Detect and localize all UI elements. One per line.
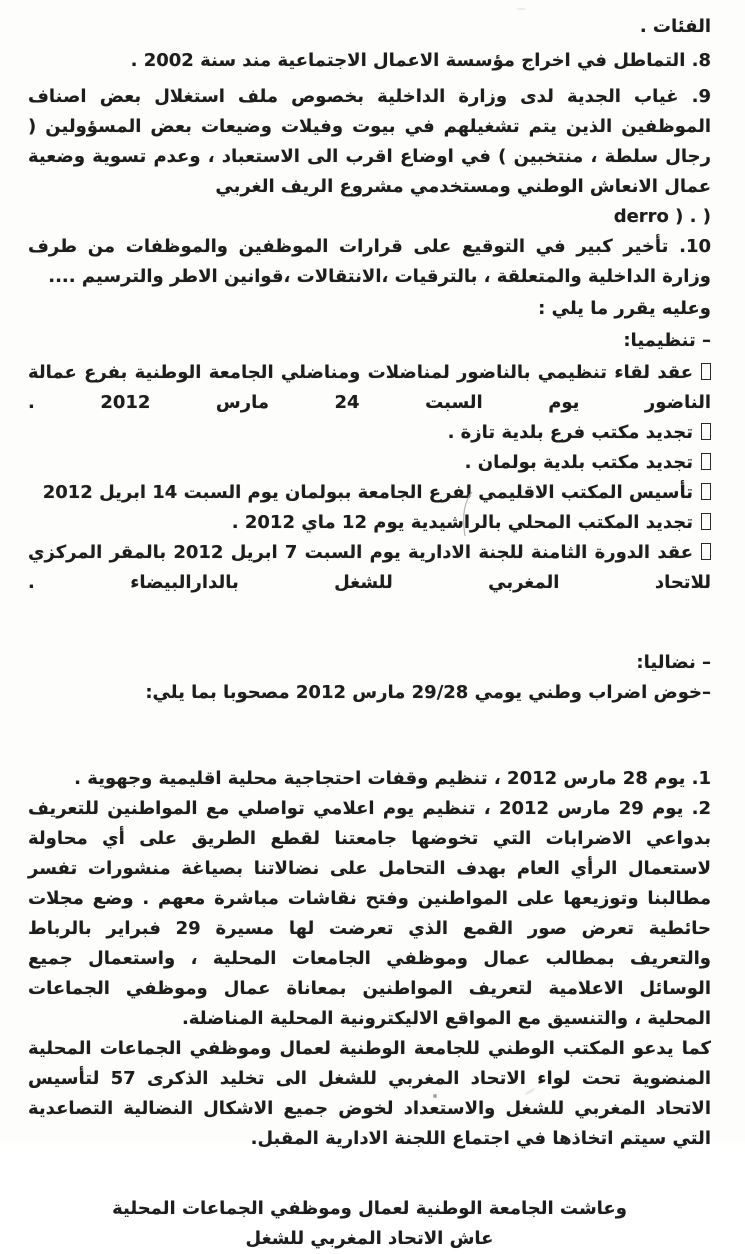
militant-action-1: 1. يوم 28 مارس 2012 ، تنظيم وقفات احتجاجية محلية اقليمية وجهوية . — [74, 768, 711, 789]
continuation-line: الفئات . — [639, 16, 711, 37]
square-bullet-icon — [701, 423, 711, 440]
scan-speck — [516, 8, 526, 10]
bullet-item — [28, 448, 711, 478]
bullet-text: تجديد المكتب المحلي بالراشيدية يوم 12 ماي 2012 . — [231, 512, 693, 533]
bullet-text: عقد لقاء تنظيمي بالناضور لمناضلات ومناضلي الجامعة الوطنية بفرع عمالة الناضور يوم السبت 24 مارس 2012 . — [28, 362, 711, 413]
militant-action-2: 2. يوم 29 مارس 2012 ، تنظيم يوم اعلامي تواصلي مع المواطنين للتعريف بدواعي الاضرابات التي تخوضها جامعتنا لقطع الطريق على أي محاولة لاستعمال الرأي العام بهدف التحامل على نضالاتنا بصياغة منشورات تفسر مطالبنا وتوزيعها على المواطنين وفتح نقاشات مباشرة معهم . وضع مجلات حائطية تعرض صور القمع الذي تعرضت لها مسيرة 29 فبراير بالرباط والتعريف بمطالب عمال وموظفي الجامعات المحلية ، واستعمال جميع الوسائل الاعلامية لتعريف المواطنين بمعاناة عمال وموظفي الجماعات المحلية ، والتنسيق مع المواقع الاليكترونية المحلية المناضلة. — [28, 798, 712, 1029]
bullet-item — [28, 478, 711, 508]
bullet-item — [28, 508, 711, 538]
bullet-text: تجديد مكتب فرع بلدية تازة . — [447, 422, 693, 443]
bullet-text: عقد الدورة الثامنة للجنة الادارية يوم السبت 7 ابريل 2012 بالمقر المركزي للاتحاد المغربي للشغل بالدارالبيضاء . — [28, 542, 711, 593]
grievance-item-10: 10. تأخير كبير في التوقيع على قرارات الموظفين والموظفات من طرف وزارة الداخلية والمتعلقة ، بالترقيات ،الانتقالات ،قوانين الاطر والترسيم .... — [28, 236, 711, 287]
strike-announcement: –خوض اضراب وطني يومي 29/28 مارس 2012 مصحوبا بما يلي: — [145, 682, 711, 703]
square-bullet-icon — [701, 363, 711, 380]
derro-note-line — [28, 202, 711, 232]
bullet-text: تجديد مكتب بلدية بولمان . — [464, 452, 693, 473]
square-bullet-icon — [701, 543, 711, 560]
appeal-paragraph: كما يدعو المكتب الوطني للجامعة الوطنية لعمال وموظفي الجماعات المحلية المنضوية تحت لواء الاتحاد المغربي للشغل الى تخليد الذكرى 57 لتأسيس الاتحاد المغربي للشغل والاستعداد لخوض جميع الاشكال النضالية التصاعدية التي سيتم اتخاذها في اجتماع اللجنة الادارية المقبل. — [28, 1038, 711, 1149]
grievance-item-9: 9. غياب الجدية لدى وزارة الداخلية بخصوص ملف استغلال بعض اصناف الموظفين الذين يتم تشغيلهم في بيوت وفيلات وضيعات بعض المسؤولين ( رجال سلطة ، منتخبين ) في اوضاع اقرب الى الاستعباد ، وعدم تسوية وضعية عمال الانعاش الوطني ومستخدمي مشروع الريف الغربي — [28, 86, 711, 197]
square-bullet-icon — [701, 483, 711, 500]
bullet-item — [28, 418, 711, 448]
document-body — [28, 12, 711, 1254]
bullet-item — [28, 538, 711, 598]
decision-intro: وعليه يقرر ما يلي : — [538, 298, 711, 319]
grievance-item-8: 8. التماطل في اخراج مؤسسة الاعمال الاجتماعية مند سنة 2002 . — [130, 50, 711, 71]
closing-slogan-1: وعاشت الجامعة الوطنية لعمال وموظفي الجماعات المحلية — [112, 1198, 627, 1219]
militant-heading: – نضاليا: — [636, 652, 711, 673]
bullet-text: تأسيس المكتب الاقليمي لفرع الجامعة ببولمان يوم السبت 14 ابريل 2012 — [42, 482, 693, 503]
square-bullet-icon — [701, 513, 711, 530]
organizational-heading: – تنظيميا: — [623, 330, 711, 351]
derro-note: derro ) . ) — [613, 206, 711, 227]
closing-slogan-2: عاش الاتحاد المغربي للشغل — [245, 1228, 494, 1249]
square-bullet-icon — [701, 453, 711, 470]
bullet-item — [28, 358, 711, 418]
